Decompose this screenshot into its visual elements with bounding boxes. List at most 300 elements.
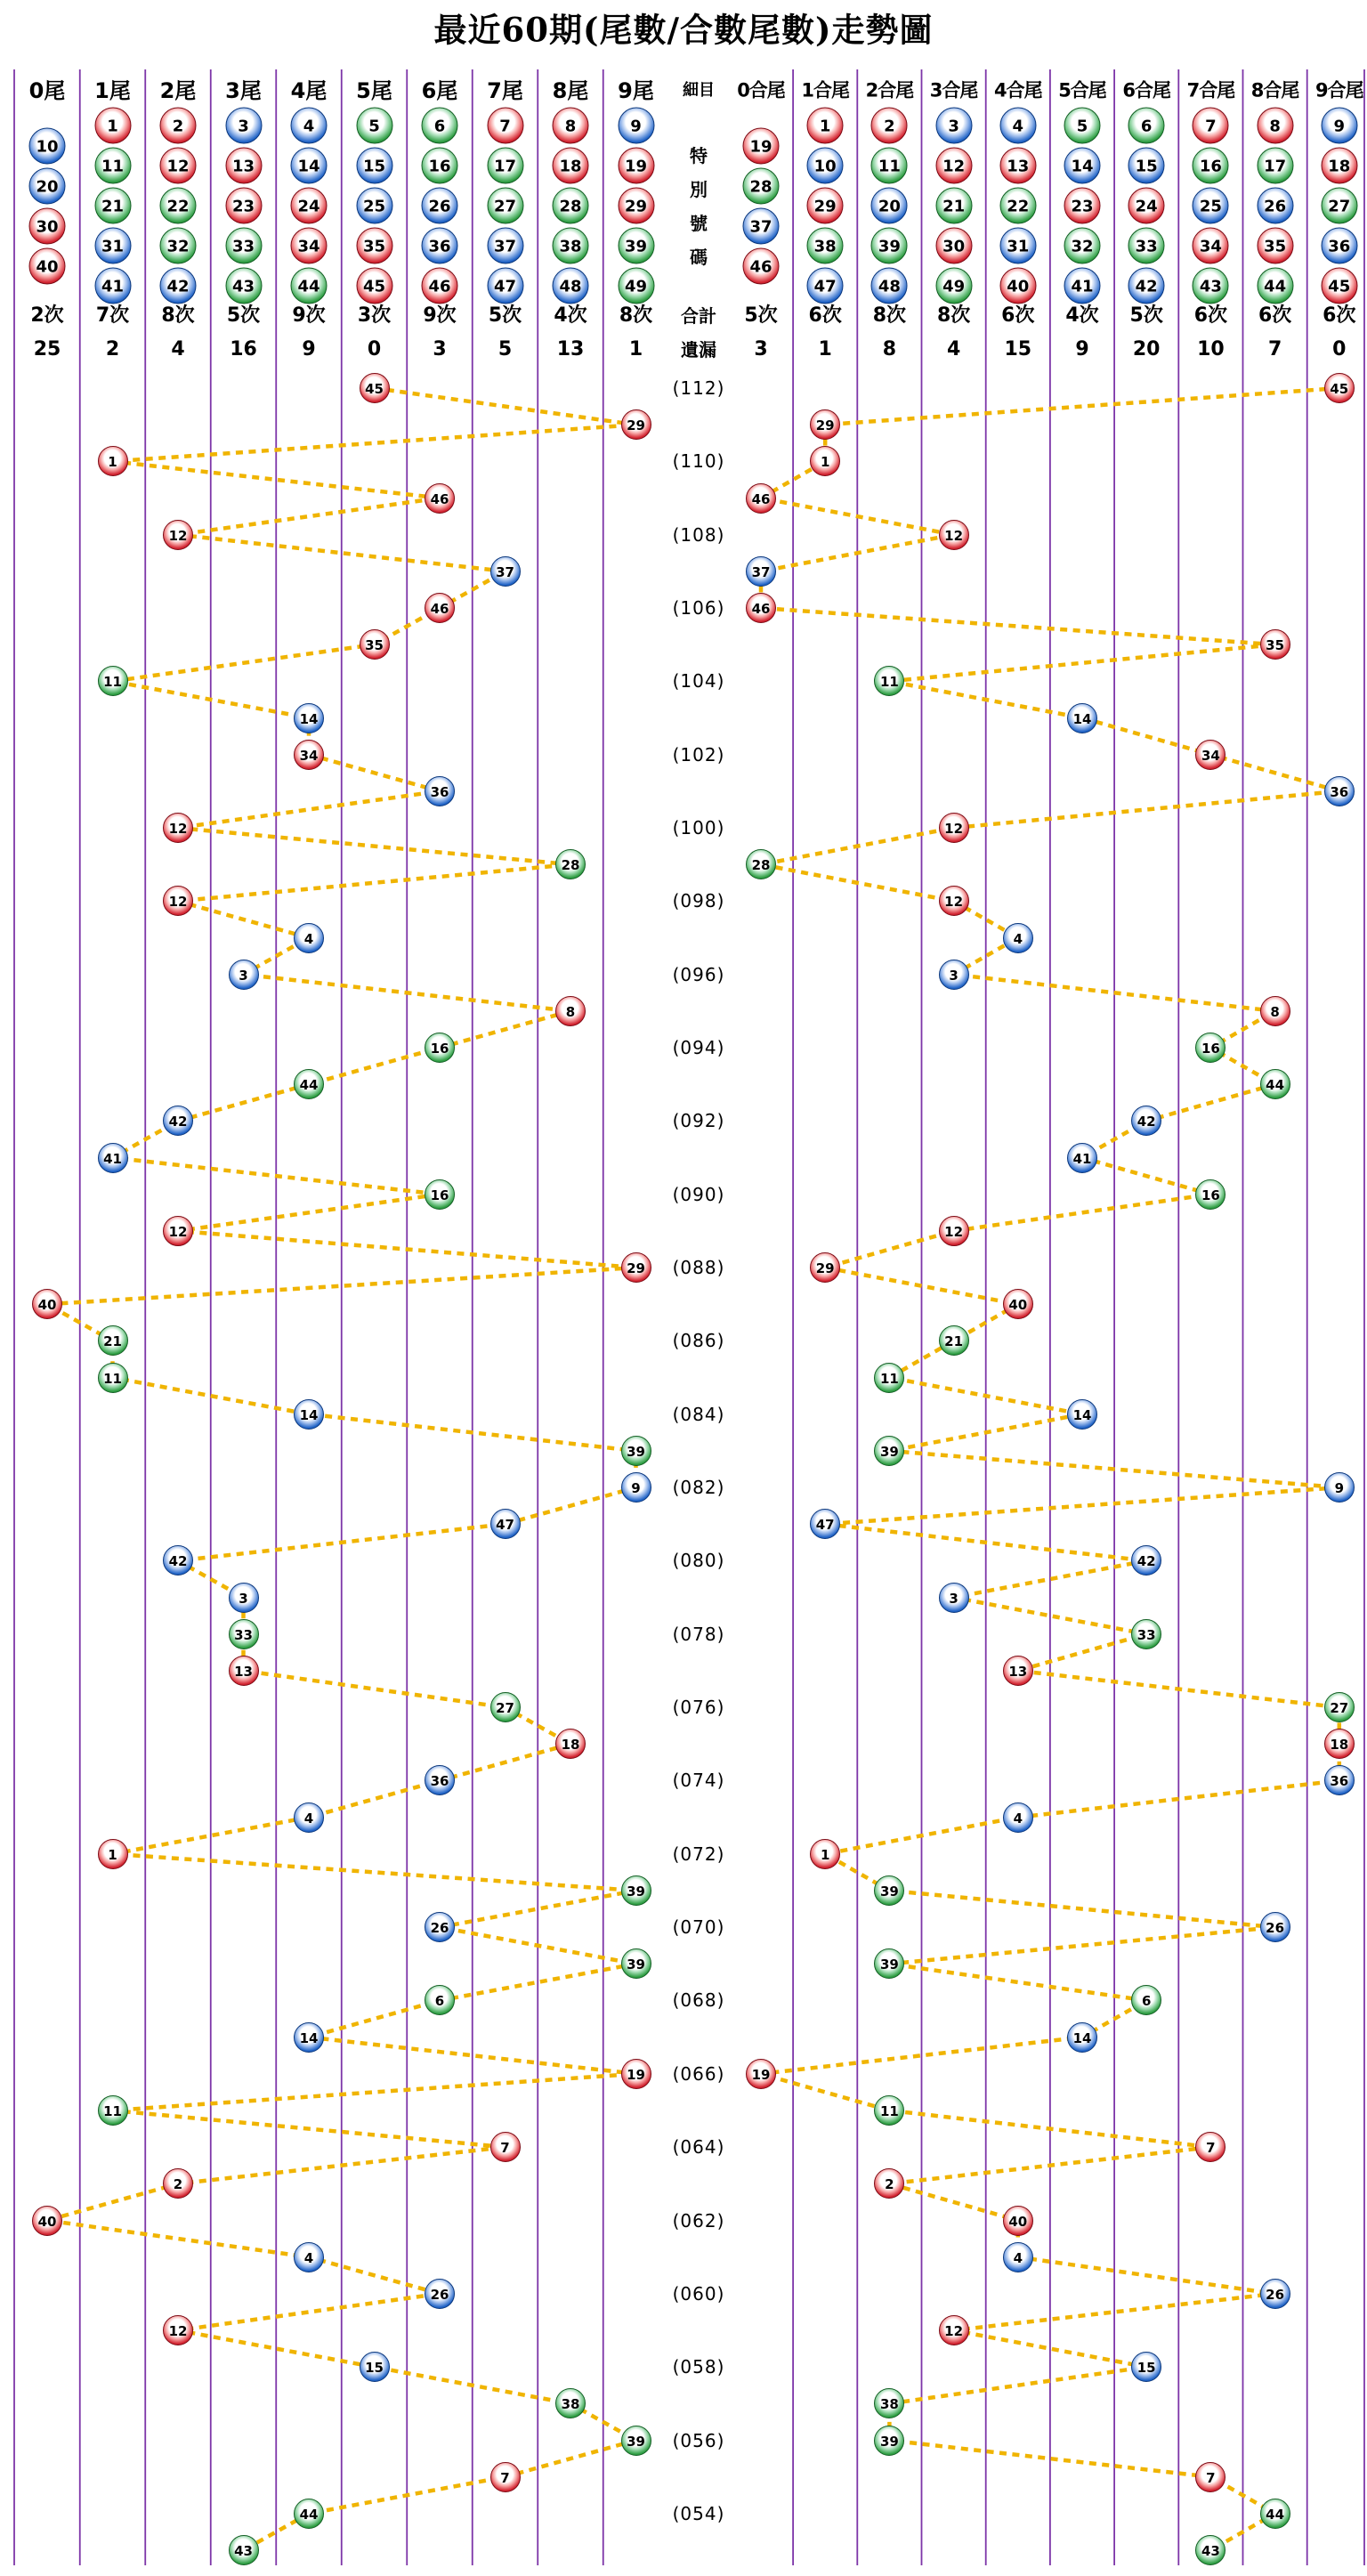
legend-ball-26-number: 26 — [1264, 197, 1287, 216]
column-header-tail-8: 8尾 — [552, 78, 589, 103]
draw-ball-tail-p83-number: 39 — [627, 1443, 645, 1460]
legend-ball-19-number: 19 — [749, 137, 772, 156]
period-label-78: (078) — [672, 1623, 725, 1645]
draw-ball-sumtail-p83-number: 39 — [879, 1443, 899, 1460]
column-header-detail: 細目 — [683, 81, 715, 100]
draw-ball-tail-p71-number: 39 — [627, 1883, 645, 1900]
draw-ball-tail-p86-number: 21 — [103, 1333, 122, 1350]
legend-ball-49-number: 49 — [942, 277, 966, 296]
draw-ball-sumtail-p69-number: 39 — [879, 1956, 899, 1973]
legend-ball-2-number: 2 — [884, 117, 895, 136]
draw-ball-sumtail-p109 — [746, 483, 776, 514]
draw-ball-tail-p97 — [294, 923, 324, 953]
period-label-92: (092) — [672, 1110, 725, 1132]
tail-count-1: 7次 — [95, 304, 130, 327]
draw-ball-sumtail-p101-number: 36 — [1330, 783, 1349, 800]
legend-ball-17 — [487, 148, 523, 184]
draw-ball-sumtail-p68-number: 6 — [1141, 1993, 1152, 2010]
column-header-tail-2: 2尾 — [159, 78, 197, 103]
draw-ball-sumtail-p63-number: 2 — [885, 2176, 894, 2193]
column-header-sumtail-3: 3合尾 — [929, 79, 978, 101]
legend-ball-30 — [935, 228, 972, 264]
draw-ball-sumtail-p61-number: 4 — [1013, 2249, 1023, 2266]
legend-ball-34 — [1193, 228, 1229, 264]
legend-ball-29-number: 29 — [813, 197, 837, 216]
period-label-94: (094) — [672, 1037, 725, 1059]
draw-ball-tail-p86 — [98, 1325, 128, 1356]
legend-ball-21 — [94, 188, 131, 224]
draw-ball-tail-p92-number: 42 — [168, 1114, 188, 1130]
draw-ball-tail-p79-number: 3 — [239, 1590, 248, 1607]
draw-ball-sumtail-p73 — [1003, 1802, 1033, 1833]
draw-ball-sumtail-p71 — [874, 1875, 904, 1906]
legend-ball-24-number: 24 — [1135, 197, 1158, 216]
draw-ball-sumtail-p54-number: 44 — [1266, 2506, 1285, 2523]
draw-ball-tail-p73-number: 4 — [303, 1810, 314, 1827]
legend-ball-36-number: 36 — [428, 237, 451, 256]
draw-ball-tail-p98-number: 12 — [168, 894, 188, 911]
legend-ball-49-number: 49 — [624, 277, 648, 296]
draw-ball-tail-p53-number: 43 — [234, 2543, 253, 2560]
draw-ball-sumtail-p96-number: 3 — [949, 967, 959, 984]
legend-ball-49 — [935, 268, 972, 304]
draw-ball-tail-p71 — [621, 1875, 651, 1906]
tail-count-5: 3次 — [357, 304, 392, 327]
legend-ball-40 — [999, 268, 1036, 304]
draw-ball-tail-p84-number: 14 — [299, 1406, 319, 1423]
legend-ball-8 — [553, 108, 589, 144]
draw-ball-tail-p55-number: 7 — [500, 2469, 510, 2486]
legend-ball-23-number: 23 — [1071, 197, 1094, 216]
draw-ball-tail-p97-number: 4 — [303, 930, 314, 947]
draw-ball-tail-p62-number: 40 — [37, 2213, 57, 2230]
draw-ball-sumtail-p78 — [1131, 1619, 1161, 1649]
draw-ball-tail-p83 — [621, 1436, 651, 1466]
draw-ball-sumtail-p67 — [1067, 2022, 1097, 2053]
draw-ball-tail-p106 — [425, 593, 455, 623]
legend-ball-29 — [807, 188, 844, 224]
legend-ball-12-number: 12 — [942, 157, 966, 176]
legend-ball-46 — [743, 247, 780, 284]
legend-ball-16-number: 16 — [1199, 157, 1222, 176]
legend-ball-29-number: 29 — [624, 197, 648, 216]
legend-ball-16 — [422, 148, 458, 184]
legend-ball-39-number: 39 — [878, 237, 901, 256]
draw-ball-sumtail-p72-number: 1 — [820, 1846, 830, 1863]
draw-ball-sumtail-p53 — [1195, 2535, 1225, 2565]
column-header-tail-9: 9尾 — [618, 78, 654, 103]
legend-ball-36 — [1321, 228, 1357, 264]
tail-miss-1: 2 — [105, 338, 120, 360]
draw-ball-sumtail-p79 — [939, 1583, 969, 1613]
draw-ball-sumtail-p109-number: 46 — [751, 490, 771, 507]
draw-ball-tail-p59 — [163, 2315, 193, 2345]
draw-ball-sumtail-p73-number: 4 — [1013, 1810, 1023, 1827]
legend-ball-8-number: 8 — [564, 117, 577, 136]
column-header-tail-7: 7尾 — [487, 78, 523, 103]
draw-ball-sumtail-p102-number: 34 — [1201, 747, 1220, 764]
draw-ball-tail-p62 — [32, 2206, 62, 2236]
legend-ball-49 — [618, 268, 654, 304]
legend-ball-42-number: 42 — [1135, 277, 1158, 296]
draw-ball-sumtail-p101 — [1324, 776, 1355, 806]
draw-ball-sumtail-p100-number: 12 — [944, 821, 964, 838]
draw-ball-tail-p74-number: 36 — [430, 1773, 449, 1790]
legend-ball-19-number: 19 — [624, 157, 648, 176]
draw-ball-tail-p64-number: 7 — [500, 2140, 510, 2157]
draw-ball-tail-p74 — [425, 1765, 455, 1795]
tail-count-6: 9次 — [423, 304, 457, 327]
draw-ball-sumtail-p111-number: 29 — [815, 417, 835, 434]
period-label-72: (072) — [672, 1843, 725, 1865]
legend-ball-20-number: 20 — [878, 197, 901, 216]
legend-ball-6-number: 6 — [1140, 117, 1153, 136]
draw-ball-tail-p70 — [425, 1912, 455, 1942]
draw-ball-tail-p105-number: 35 — [365, 637, 384, 654]
draw-ball-sumtail-p83 — [874, 1436, 904, 1466]
legend-ball-44-number: 44 — [1264, 277, 1287, 296]
legend-ball-15 — [356, 148, 392, 184]
draw-ball-sumtail-p107 — [746, 556, 776, 587]
special-number-label-char-3: 碼 — [690, 247, 708, 268]
legend-ball-9-number: 9 — [1333, 117, 1346, 136]
legend-ball-31 — [94, 228, 131, 264]
tail-miss-5: 0 — [367, 338, 382, 360]
draw-ball-tail-p69-number: 39 — [627, 1956, 645, 1973]
legend-ball-25 — [356, 188, 392, 224]
draw-ball-tail-p67 — [294, 2022, 324, 2053]
legend-ball-11 — [871, 148, 908, 184]
tail-miss-0: 25 — [33, 338, 61, 360]
draw-ball-tail-p112 — [360, 373, 390, 403]
draw-ball-tail-p59-number: 12 — [168, 2323, 188, 2339]
draw-ball-tail-p70-number: 26 — [430, 1920, 449, 1937]
legend-ball-24-number: 24 — [297, 197, 320, 216]
draw-ball-sumtail-p93-number: 44 — [1266, 1077, 1285, 1094]
legend-ball-10 — [807, 148, 844, 184]
legend-ball-5-number: 5 — [1076, 117, 1088, 136]
draw-ball-sumtail-p99 — [746, 849, 776, 879]
column-header-sumtail-8: 8合尾 — [1250, 79, 1299, 101]
legend-ball-32 — [160, 228, 197, 264]
draw-ball-sumtail-p68 — [1131, 1985, 1161, 2015]
draw-ball-sumtail-p112 — [1324, 373, 1355, 403]
page-title: 最近60期(尾數/合數尾數)走勢圖 — [433, 10, 934, 50]
draw-ball-tail-p107-number: 37 — [496, 563, 514, 580]
legend-ball-7-number: 7 — [499, 117, 511, 136]
legend-ball-21-number: 21 — [942, 197, 966, 216]
legend-ball-30-number: 30 — [942, 237, 966, 256]
draw-ball-tail-p107 — [490, 556, 521, 587]
sumtail-count-5: 4次 — [1065, 304, 1099, 327]
legend-ball-33-number: 33 — [1135, 237, 1158, 256]
legend-ball-38-number: 38 — [559, 237, 582, 256]
draw-ball-sumtail-p81 — [810, 1509, 840, 1539]
legend-ball-1 — [807, 108, 844, 144]
draw-ball-sumtail-p57 — [874, 2388, 904, 2418]
period-label-58: (058) — [672, 2356, 725, 2378]
legend-ball-21-number: 21 — [101, 197, 125, 216]
legend-ball-7-number: 7 — [1205, 117, 1217, 136]
period-label-88: (088) — [672, 1257, 725, 1279]
draw-ball-tail-p79 — [229, 1583, 259, 1613]
draw-ball-tail-p104-number: 11 — [103, 674, 122, 691]
sumtail-count-9: 6次 — [1323, 304, 1356, 327]
draw-ball-tail-p110-number: 1 — [108, 454, 117, 471]
draw-ball-sumtail-p56 — [874, 2426, 904, 2456]
legend-ball-31 — [999, 228, 1036, 264]
legend-ball-1-number: 1 — [107, 117, 118, 136]
sumtail-count-8: 6次 — [1258, 304, 1292, 327]
legend-ball-14 — [291, 148, 328, 184]
legend-ball-28 — [743, 167, 780, 204]
draw-ball-sumtail-p66 — [746, 2059, 776, 2089]
legend-ball-8-number: 8 — [1269, 117, 1281, 136]
legend-ball-18-number: 18 — [1328, 157, 1351, 176]
draw-ball-sumtail-p75 — [1324, 1729, 1355, 1759]
draw-ball-sumtail-p72 — [810, 1839, 840, 1869]
draw-ball-tail-p95 — [555, 996, 586, 1026]
draw-ball-sumtail-p75-number: 18 — [1330, 1737, 1349, 1754]
draw-ball-sumtail-p93 — [1260, 1069, 1290, 1099]
legend-ball-26 — [422, 188, 458, 224]
legend-ball-39 — [618, 228, 654, 264]
legend-ball-35-number: 35 — [362, 237, 386, 256]
legend-ball-5 — [356, 108, 392, 144]
draw-ball-tail-p104 — [98, 666, 128, 696]
column-header-sumtail-2: 2合尾 — [865, 79, 914, 101]
column-header-sumtail-6: 6合尾 — [1122, 79, 1170, 101]
special-number-label-char-0: 特 — [690, 145, 708, 166]
legend-ball-22 — [160, 188, 197, 224]
draw-ball-tail-p56-number: 39 — [627, 2433, 645, 2450]
legend-ball-40 — [29, 247, 66, 284]
tail-miss-4: 9 — [302, 338, 316, 360]
legend-ball-2 — [160, 108, 197, 144]
draw-ball-tail-p82-number: 9 — [631, 1480, 641, 1497]
period-label-76: (076) — [672, 1697, 725, 1719]
legend-ball-4 — [291, 108, 328, 144]
tail-count-3: 5次 — [226, 304, 261, 327]
draw-ball-tail-p56 — [621, 2426, 651, 2456]
draw-ball-sumtail-p82 — [1324, 1472, 1355, 1503]
period-label-108: (108) — [672, 523, 725, 546]
draw-ball-sumtail-p94-number: 16 — [1201, 1041, 1220, 1057]
legend-ball-46 — [422, 268, 458, 304]
legend-ball-41 — [94, 268, 131, 304]
legend-ball-16-number: 16 — [428, 157, 451, 176]
draw-ball-tail-p72 — [98, 1839, 128, 1869]
draw-ball-tail-p99-number: 28 — [561, 857, 580, 874]
draw-ball-sumtail-p86 — [939, 1325, 969, 1356]
legend-ball-20 — [871, 188, 908, 224]
legend-ball-36-number: 36 — [1328, 237, 1351, 256]
legend-ball-13 — [225, 148, 262, 184]
period-label-64: (064) — [672, 2136, 725, 2159]
legend-ball-27-number: 27 — [493, 197, 517, 216]
legend-ball-6-number: 6 — [433, 117, 446, 136]
draw-ball-tail-p54-number: 44 — [299, 2506, 319, 2523]
legend-ball-2-number: 2 — [172, 117, 184, 136]
tail-count-4: 9次 — [292, 304, 326, 327]
legend-ball-37 — [743, 207, 780, 244]
miss-label: 遺漏 — [681, 339, 716, 360]
draw-ball-sumtail-p110 — [810, 446, 840, 476]
legend-ball-28-number: 28 — [749, 177, 772, 196]
draw-ball-sumtail-p88 — [810, 1252, 840, 1283]
legend-ball-42 — [160, 268, 197, 304]
sumtail-miss-5: 9 — [1075, 338, 1089, 360]
draw-ball-tail-p57 — [555, 2388, 586, 2418]
draw-ball-sumtail-p104-number: 11 — [879, 674, 899, 691]
period-label-86: (086) — [672, 1330, 725, 1352]
sumtail-miss-2: 8 — [882, 338, 897, 360]
legend-ball-17-number: 17 — [1264, 157, 1287, 176]
legend-ball-7 — [1193, 108, 1229, 144]
draw-ball-sumtail-p88-number: 29 — [815, 1260, 835, 1277]
legend-ball-3-number: 3 — [948, 117, 959, 136]
period-label-60: (060) — [672, 2282, 725, 2305]
legend-ball-13-number: 13 — [1007, 157, 1030, 176]
legend-ball-23-number: 23 — [231, 197, 255, 216]
draw-ball-sumtail-p54 — [1260, 2499, 1290, 2529]
legend-ball-43 — [1193, 268, 1229, 304]
tail-miss-3: 16 — [230, 338, 257, 360]
draw-ball-tail-p75 — [555, 1729, 586, 1759]
draw-ball-sumtail-p81-number: 47 — [815, 1517, 835, 1534]
draw-ball-tail-p85 — [98, 1363, 128, 1393]
draw-ball-sumtail-p74-number: 36 — [1330, 1773, 1349, 1790]
draw-ball-sumtail-p108-number: 12 — [944, 527, 964, 544]
period-label-104: (104) — [672, 670, 725, 693]
draw-ball-tail-p87-number: 40 — [37, 1297, 57, 1314]
legend-ball-45 — [1321, 268, 1357, 304]
legend-ball-46-number: 46 — [749, 257, 772, 276]
tail-count-0: 2次 — [30, 304, 64, 327]
sumtail-count-0: 5次 — [744, 304, 778, 327]
legend-ball-47 — [807, 268, 844, 304]
draw-ball-tail-p100 — [163, 813, 193, 843]
draw-ball-tail-p100-number: 12 — [168, 821, 188, 838]
draw-ball-sumtail-p59-number: 12 — [944, 2323, 964, 2339]
draw-ball-tail-p101-number: 36 — [430, 783, 449, 800]
legend-ball-40-number: 40 — [36, 257, 59, 276]
period-label-68: (068) — [672, 1989, 725, 2012]
legend-ball-47 — [487, 268, 523, 304]
legend-ball-42 — [1128, 268, 1165, 304]
draw-ball-tail-p58-number: 15 — [365, 2360, 384, 2377]
legend-ball-11-number: 11 — [878, 157, 901, 176]
legend-ball-13-number: 13 — [231, 157, 255, 176]
legend-ball-13 — [999, 148, 1036, 184]
legend-ball-14-number: 14 — [297, 157, 320, 176]
draw-ball-tail-p82 — [621, 1472, 651, 1503]
legend-ball-20-number: 20 — [36, 177, 59, 196]
draw-ball-tail-p108 — [163, 520, 193, 550]
sumtail-miss-3: 4 — [946, 338, 961, 360]
legend-ball-39 — [871, 228, 908, 264]
draw-ball-sumtail-p64 — [1195, 2132, 1225, 2162]
draw-ball-sumtail-p55 — [1195, 2462, 1225, 2492]
draw-ball-tail-p84 — [294, 1399, 324, 1430]
draw-ball-tail-p78-number: 33 — [234, 1626, 253, 1643]
draw-ball-sumtail-p85-number: 11 — [879, 1370, 899, 1387]
draw-ball-sumtail-p96 — [939, 960, 969, 990]
draw-ball-tail-p64 — [490, 2132, 521, 2162]
draw-ball-tail-p89 — [163, 1216, 193, 1246]
period-label-82: (082) — [672, 1477, 725, 1499]
draw-ball-tail-p95-number: 8 — [565, 1003, 576, 1020]
legend-ball-32 — [1064, 228, 1101, 264]
draw-ball-tail-p63 — [163, 2168, 193, 2199]
sumtail-count-4: 6次 — [1001, 304, 1035, 327]
draw-ball-tail-p58 — [360, 2352, 390, 2382]
draw-ball-sumtail-p97 — [1003, 923, 1033, 953]
legend-ball-48 — [871, 268, 908, 304]
tail-miss-6: 3 — [433, 338, 447, 360]
draw-ball-tail-p81-number: 47 — [496, 1517, 514, 1534]
legend-ball-32-number: 32 — [1071, 237, 1094, 256]
column-header-tail-1: 1尾 — [94, 78, 131, 103]
draw-ball-tail-p81 — [490, 1509, 521, 1539]
legend-ball-10 — [29, 127, 66, 164]
draw-ball-tail-p99 — [555, 849, 586, 879]
legend-ball-48-number: 48 — [559, 277, 582, 296]
legend-ball-31-number: 31 — [1007, 237, 1030, 256]
sumtail-count-2: 8次 — [872, 304, 907, 327]
draw-ball-sumtail-p97-number: 4 — [1013, 930, 1023, 947]
draw-ball-tail-p54 — [294, 2499, 324, 2529]
legend-ball-46-number: 46 — [428, 277, 451, 296]
draw-ball-sumtail-p92-number: 42 — [1136, 1114, 1156, 1130]
draw-ball-tail-p65 — [98, 2095, 128, 2126]
sumtail-count-7: 6次 — [1193, 304, 1228, 327]
draw-ball-tail-p66 — [621, 2059, 651, 2089]
draw-ball-tail-p109-number: 46 — [430, 490, 449, 507]
draw-ball-tail-p76 — [490, 1692, 521, 1722]
column-header-sumtail-5: 5合尾 — [1058, 79, 1106, 101]
legend-ball-2 — [871, 108, 908, 144]
draw-ball-sumtail-p98-number: 12 — [944, 894, 964, 911]
legend-ball-23 — [1064, 188, 1101, 224]
legend-ball-30-number: 30 — [36, 217, 59, 236]
draw-ball-tail-p68-number: 6 — [434, 1993, 445, 2010]
draw-ball-sumtail-p67-number: 14 — [1072, 2029, 1092, 2046]
draw-ball-tail-p55 — [490, 2462, 521, 2492]
legend-ball-12 — [935, 148, 972, 184]
draw-ball-tail-p91 — [98, 1143, 128, 1173]
legend-ball-14-number: 14 — [1071, 157, 1094, 176]
legend-ball-1 — [94, 108, 131, 144]
period-label-80: (080) — [672, 1550, 725, 1572]
period-label-110: (110) — [672, 450, 725, 473]
legend-ball-44-number: 44 — [297, 277, 320, 296]
draw-ball-tail-p73 — [294, 1802, 324, 1833]
draw-ball-sumtail-p102 — [1195, 740, 1225, 770]
legend-ball-34-number: 34 — [297, 237, 320, 256]
legend-ball-31-number: 31 — [101, 237, 125, 256]
legend-ball-15-number: 15 — [1135, 157, 1158, 176]
draw-ball-tail-p88 — [621, 1252, 651, 1283]
sumtail-miss-8: 7 — [1267, 338, 1282, 360]
draw-ball-sumtail-p53-number: 43 — [1201, 2543, 1220, 2560]
legend-ball-9-number: 9 — [630, 117, 642, 136]
legend-ball-33-number: 33 — [231, 237, 255, 256]
period-label-98: (098) — [672, 890, 725, 912]
legend-ball-12 — [160, 148, 197, 184]
legend-ball-14 — [1064, 148, 1101, 184]
draw-ball-tail-p61-number: 4 — [303, 2249, 314, 2266]
